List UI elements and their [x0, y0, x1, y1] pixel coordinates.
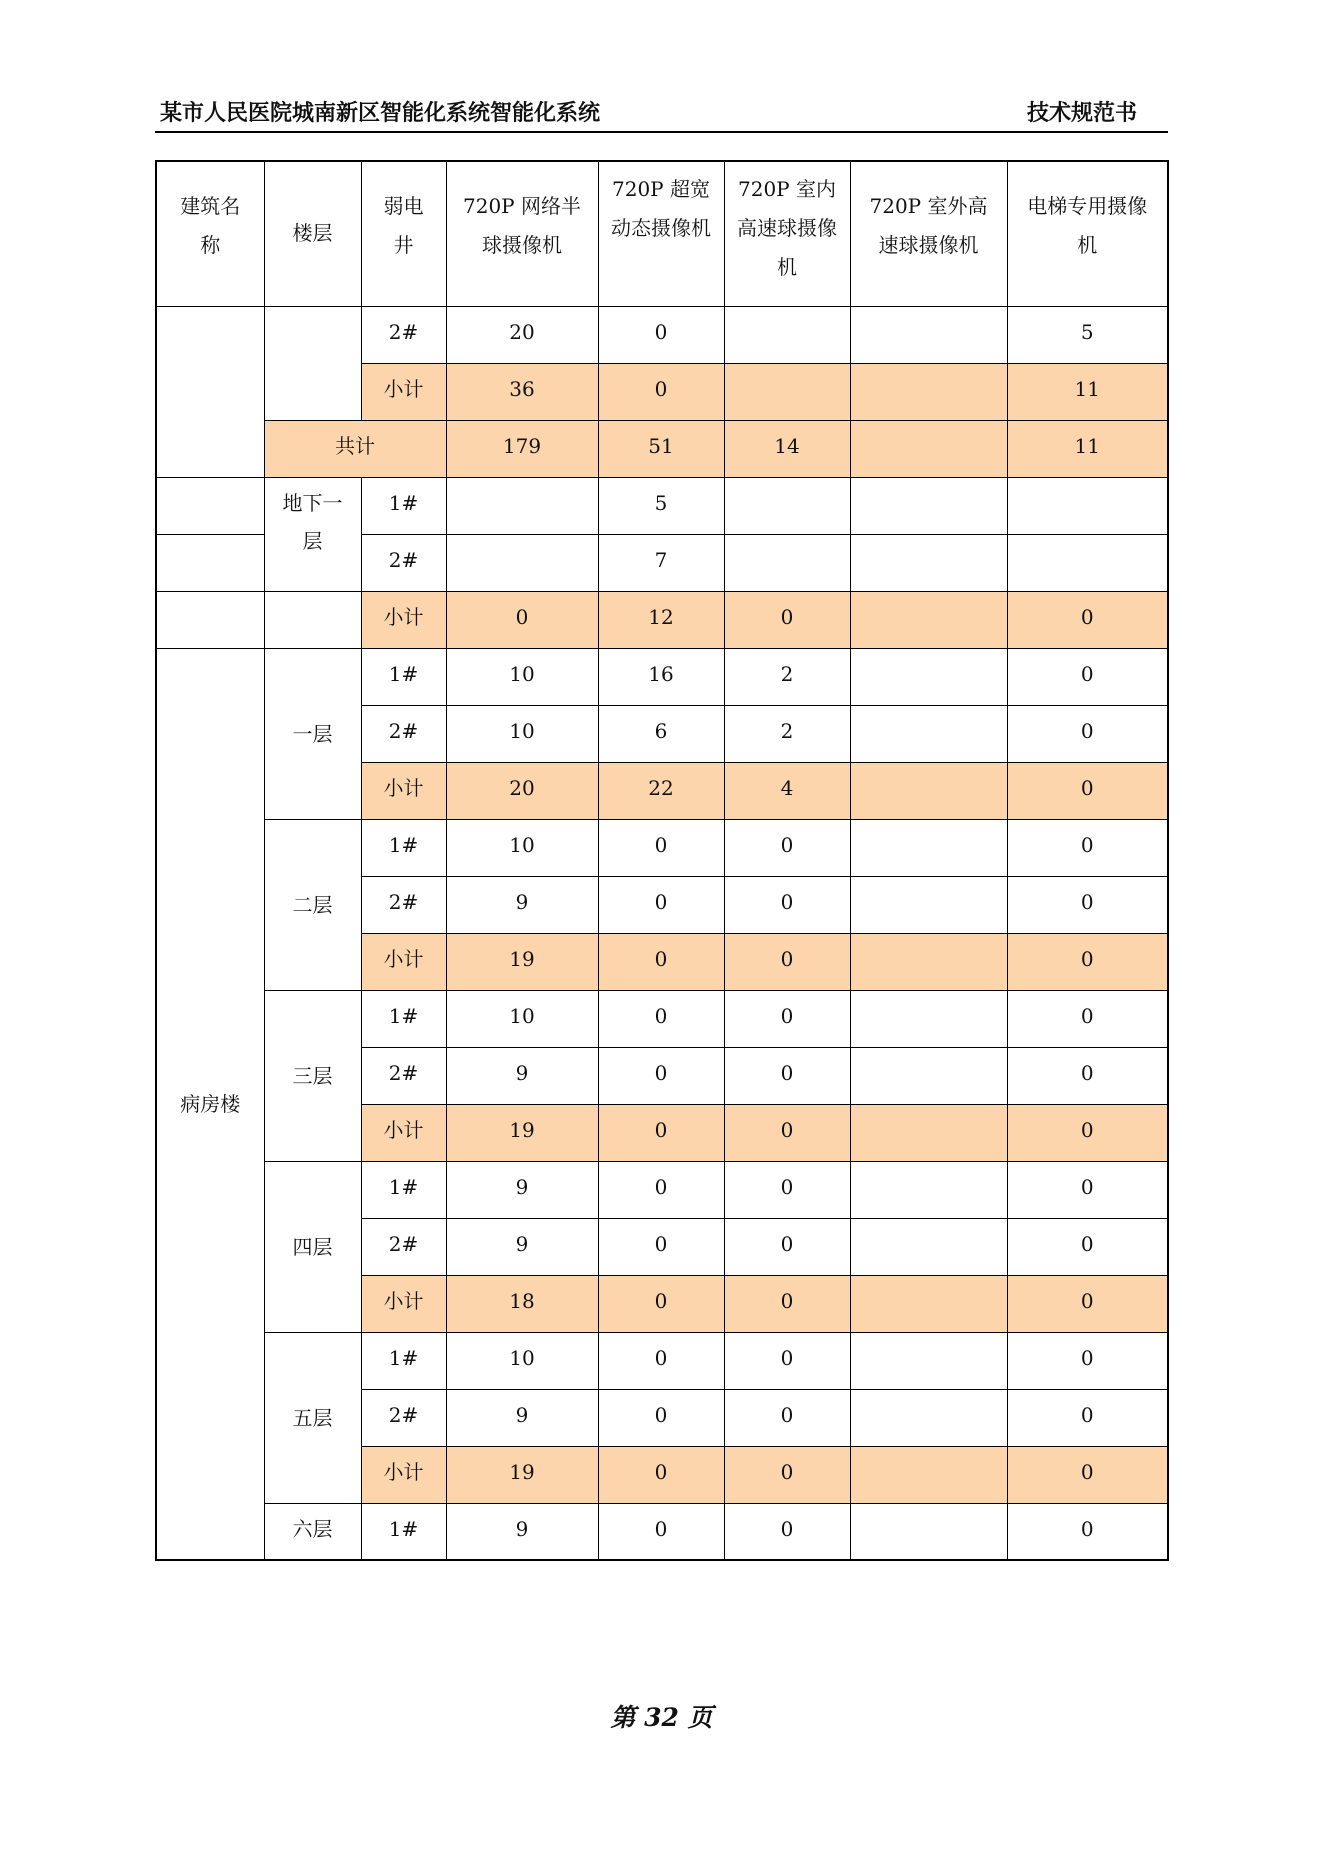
value-cell: 0 — [598, 1446, 724, 1503]
value-cell — [724, 306, 850, 363]
shaft-cell: 1# — [361, 990, 446, 1047]
value-cell — [850, 933, 1007, 990]
value-cell — [850, 705, 1007, 762]
table-row — [156, 819, 1168, 876]
value-cell: 0 — [1007, 1161, 1168, 1218]
table-row — [156, 1503, 1168, 1560]
header-col3: 720P 室内高速球摄像机 — [724, 161, 850, 306]
value-cell — [850, 1389, 1007, 1446]
value-cell: 11 — [1007, 420, 1168, 477]
floor-cell — [264, 591, 361, 648]
value-cell: 0 — [598, 1161, 724, 1218]
shaft-cell: 1# — [361, 648, 446, 705]
value-cell: 10 — [446, 819, 598, 876]
building-cell — [156, 534, 264, 591]
value-cell: 20 — [446, 762, 598, 819]
value-cell: 19 — [446, 1104, 598, 1161]
shaft-cell: 小计 — [361, 591, 446, 648]
value-cell: 36 — [446, 363, 598, 420]
table-row — [156, 648, 1168, 705]
value-cell: 0 — [724, 1332, 850, 1389]
value-cell — [850, 1218, 1007, 1275]
value-cell — [850, 1503, 1007, 1560]
shaft-cell: 1# — [361, 477, 446, 534]
value-cell: 0 — [598, 306, 724, 363]
value-cell — [850, 420, 1007, 477]
value-cell: 9 — [446, 1047, 598, 1104]
header-floor: 楼层 — [264, 161, 361, 306]
floor-cell: 五层 — [264, 1332, 361, 1503]
value-cell — [850, 363, 1007, 420]
value-cell — [850, 306, 1007, 363]
value-cell — [850, 1161, 1007, 1218]
value-cell: 0 — [1007, 1275, 1168, 1332]
value-cell — [850, 648, 1007, 705]
value-cell — [1007, 534, 1168, 591]
value-cell: 0 — [724, 990, 850, 1047]
value-cell: 0 — [598, 1218, 724, 1275]
value-cell: 0 — [598, 1389, 724, 1446]
subtotal-row — [156, 591, 1168, 648]
value-cell: 0 — [724, 1446, 850, 1503]
value-cell: 0 — [598, 933, 724, 990]
value-cell: 179 — [446, 420, 598, 477]
value-cell: 0 — [1007, 1446, 1168, 1503]
shaft-cell: 2# — [361, 534, 446, 591]
shaft-cell: 小计 — [361, 1275, 446, 1332]
value-cell: 0 — [1007, 1104, 1168, 1161]
value-cell: 0 — [598, 819, 724, 876]
building-cell — [156, 591, 264, 648]
value-cell: 0 — [1007, 819, 1168, 876]
floor-cell-prev — [264, 306, 361, 420]
value-cell: 19 — [446, 1446, 598, 1503]
value-cell: 0 — [598, 990, 724, 1047]
value-cell: 0 — [724, 1218, 850, 1275]
value-cell: 0 — [724, 1047, 850, 1104]
value-cell: 0 — [1007, 705, 1168, 762]
value-cell: 9 — [446, 1218, 598, 1275]
floor-cell: 三层 — [264, 990, 361, 1161]
value-cell — [446, 534, 598, 591]
floor-cell: 二层 — [264, 819, 361, 990]
shaft-cell: 1# — [361, 1332, 446, 1389]
value-cell: 0 — [724, 1275, 850, 1332]
value-cell: 0 — [724, 1389, 850, 1446]
value-cell: 6 — [598, 705, 724, 762]
value-cell: 9 — [446, 876, 598, 933]
value-cell: 19 — [446, 933, 598, 990]
shaft-cell: 2# — [361, 1047, 446, 1104]
header-col2: 720P 超宽动态摄像机 — [598, 161, 724, 306]
value-cell: 0 — [598, 1047, 724, 1104]
header-shaft: 弱电井 — [361, 161, 446, 306]
value-cell: 0 — [1007, 762, 1168, 819]
shaft-cell: 2# — [361, 705, 446, 762]
shaft-cell: 小计 — [361, 1104, 446, 1161]
value-cell — [850, 990, 1007, 1047]
floor-cell: 四层 — [264, 1161, 361, 1332]
shaft-cell: 小计 — [361, 1446, 446, 1503]
value-cell: 0 — [1007, 591, 1168, 648]
value-cell — [850, 819, 1007, 876]
value-cell — [850, 1275, 1007, 1332]
shaft-cell: 小计 — [361, 762, 446, 819]
value-cell — [724, 363, 850, 420]
table-row — [156, 1161, 1168, 1218]
document-type: 技术规范书 — [1026, 101, 1137, 126]
value-cell: 0 — [1007, 1047, 1168, 1104]
value-cell: 22 — [598, 762, 724, 819]
value-cell: 0 — [1007, 933, 1168, 990]
shaft-cell: 小计 — [361, 363, 446, 420]
value-cell: 0 — [724, 591, 850, 648]
value-cell: 5 — [598, 477, 724, 534]
value-cell: 0 — [598, 1275, 724, 1332]
value-cell: 0 — [724, 876, 850, 933]
value-cell: 0 — [1007, 1389, 1168, 1446]
shaft-cell: 2# — [361, 1389, 446, 1446]
shaft-cell: 2# — [361, 1218, 446, 1275]
value-cell: 0 — [1007, 648, 1168, 705]
value-cell — [724, 534, 850, 591]
floor-cell: 地下一层 — [264, 477, 361, 591]
value-cell: 0 — [598, 1332, 724, 1389]
value-cell — [1007, 477, 1168, 534]
value-cell — [850, 477, 1007, 534]
value-cell: 10 — [446, 1332, 598, 1389]
value-cell: 20 — [446, 306, 598, 363]
value-cell: 0 — [598, 363, 724, 420]
header-col5: 电梯专用摄像机 — [1007, 161, 1168, 306]
header-col4: 720P 室外高速球摄像机 — [850, 161, 1007, 306]
document-title: 某市人民医院城南新区智能化系统智能化系统 — [160, 101, 601, 126]
value-cell: 51 — [598, 420, 724, 477]
value-cell: 0 — [724, 1161, 850, 1218]
value-cell: 0 — [1007, 1503, 1168, 1560]
value-cell: 0 — [1007, 876, 1168, 933]
value-cell: 16 — [598, 648, 724, 705]
camera-count-table — [155, 160, 1169, 1561]
value-cell — [850, 1047, 1007, 1104]
value-cell: 9 — [446, 1503, 598, 1560]
table-row — [156, 477, 1168, 534]
value-cell: 14 — [724, 420, 850, 477]
value-cell: 0 — [598, 1503, 724, 1560]
value-cell: 0 — [724, 933, 850, 990]
floor-cell: 一层 — [264, 648, 361, 819]
total-label: 共计 — [264, 420, 446, 477]
header-divider — [155, 131, 1168, 133]
value-cell: 0 — [598, 876, 724, 933]
value-cell: 7 — [598, 534, 724, 591]
value-cell: 9 — [446, 1161, 598, 1218]
table-row — [156, 990, 1168, 1047]
value-cell: 11 — [1007, 363, 1168, 420]
value-cell — [850, 876, 1007, 933]
value-cell: 0 — [598, 1104, 724, 1161]
value-cell — [850, 1446, 1007, 1503]
header-col1: 720P 网络半球摄像机 — [446, 161, 598, 306]
value-cell: 10 — [446, 705, 598, 762]
value-cell — [850, 534, 1007, 591]
total-row — [156, 420, 1168, 477]
floor-cell: 六层 — [264, 1503, 361, 1560]
value-cell: 2 — [724, 648, 850, 705]
value-cell: 10 — [446, 990, 598, 1047]
table-row — [156, 306, 1168, 363]
value-cell: 2 — [724, 705, 850, 762]
page-number: 第 32 页 — [610, 1703, 713, 1732]
value-cell — [850, 1332, 1007, 1389]
value-cell: 12 — [598, 591, 724, 648]
shaft-cell: 1# — [361, 1503, 446, 1560]
shaft-cell: 1# — [361, 1161, 446, 1218]
value-cell: 0 — [724, 1503, 850, 1560]
value-cell: 10 — [446, 648, 598, 705]
shaft-cell: 小计 — [361, 933, 446, 990]
value-cell: 4 — [724, 762, 850, 819]
value-cell: 0 — [724, 819, 850, 876]
value-cell: 9 — [446, 1389, 598, 1446]
value-cell: 5 — [1007, 306, 1168, 363]
value-cell: 0 — [1007, 990, 1168, 1047]
value-cell — [850, 1104, 1007, 1161]
value-cell: 0 — [1007, 1332, 1168, 1389]
value-cell — [850, 762, 1007, 819]
building-cell-prev — [156, 306, 264, 477]
header-building: 建筑名称 — [156, 161, 264, 306]
shaft-cell: 2# — [361, 876, 446, 933]
building-cell-ward: 病房楼 — [156, 648, 264, 1560]
table-header-row — [156, 161, 1168, 306]
building-cell — [156, 477, 264, 534]
value-cell — [850, 591, 1007, 648]
value-cell: 0 — [1007, 1218, 1168, 1275]
value-cell: 0 — [446, 591, 598, 648]
table-row — [156, 1332, 1168, 1389]
shaft-cell: 2# — [361, 306, 446, 363]
value-cell: 18 — [446, 1275, 598, 1332]
value-cell — [446, 477, 598, 534]
value-cell — [724, 477, 850, 534]
shaft-cell: 1# — [361, 819, 446, 876]
value-cell: 0 — [724, 1104, 850, 1161]
